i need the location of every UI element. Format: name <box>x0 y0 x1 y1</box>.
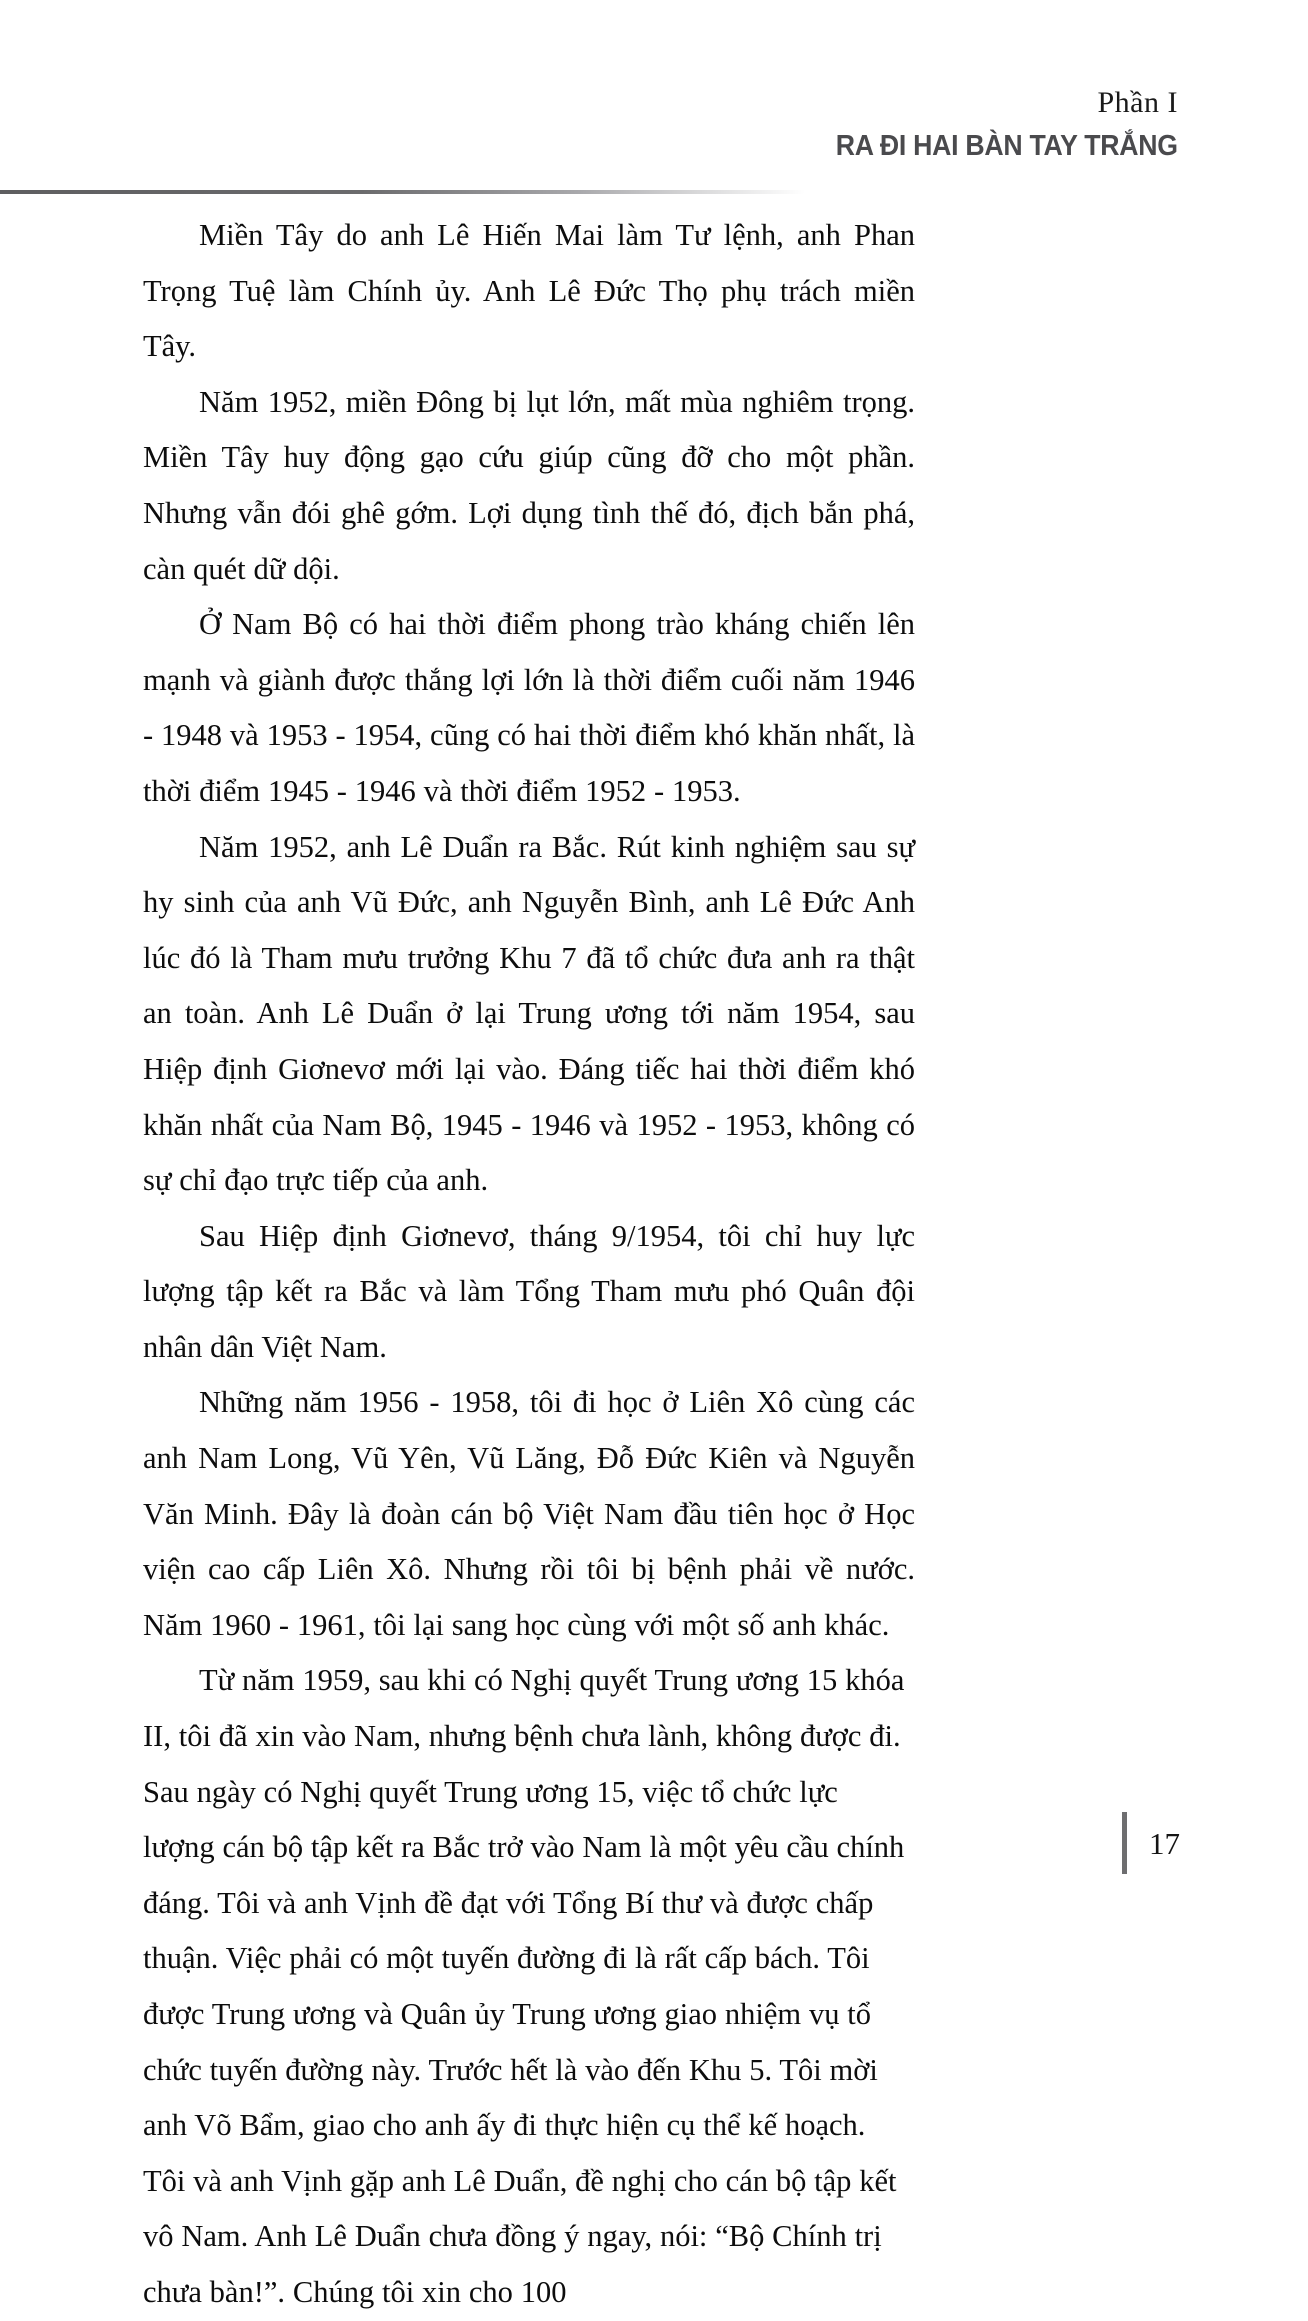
part-label: Phần I <box>1097 86 1178 119</box>
header-divider <box>0 190 805 194</box>
paragraph: Những năm 1956 - 1958, tôi đi học ở Liên Xô cùng các anh Nam Long, Vũ Yên, Vũ Lăng, Đỗ Đức Kiên và Nguyễn Văn Minh. Đây là đoàn cán bộ Việt Nam đầu tiên học ở Học viện cao cấp Liên Xô. Nhưng rồi tôi bị bệnh phải về nước. Năm 1960 - 1961, tôi lại sang học cùng với một số anh khác. <box>143 1385 915 1642</box>
section-title: RA ĐI HAI BÀN TAY TRẮNG <box>836 130 1178 162</box>
body-text-column <box>143 208 915 2321</box>
paragraph: Sau Hiệp định Giơnevơ, tháng 9/1954, tôi chỉ huy lực lượng tập kết ra Bắc và làm Tổng Tham mưu phó Quân đội nhân dân Việt Nam. <box>143 1218 915 1364</box>
paragraph: Từ năm 1959, sau khi có Nghị quyết Trung ương 15 khóa II, tôi đã xin vào Nam, nhưng bệnh chưa lành, không được đi. Sau ngày có Nghị quyết Trung ương 15, việc tổ chức lực lượng cán bộ tập kết ra Bắc trở vào Nam là một yêu cầu chính đáng. Tôi và anh Vịnh đề đạt với Tổng Bí thư và được chấp thuận. Việc phải có một tuyến đường đi là rất cấp bách. Tôi được Trung ương và Quân ủy Trung ương giao nhiệm vụ tổ chức tuyến đường này. Trước hết là vào đến Khu 5. Tôi mời anh Võ Bẩm, giao cho anh ấy đi thực hiện cụ thể kế hoạch. Tôi và anh Vịnh gặp anh Lê Duẩn, đề nghị cho cán bộ tập kết vô Nam. Anh Lê Duẩn chưa đồng ý ngay, nói: “Bộ Chính trị chưa bàn!”. Chúng tôi xin cho 100 <box>143 1663 905 2309</box>
folio-divider <box>1122 1812 1127 1874</box>
page-number: 17 <box>1149 1825 1180 1861</box>
paragraph: Năm 1952, anh Lê Duẩn ra Bắc. Rút kinh nghiệm sau sự hy sinh của anh Vũ Đức, anh Nguyễn Bình, anh Lê Đức Anh lúc đó là Tham mưu trưởng Khu 7 đã tổ chức đưa anh ra thật an toàn. Anh Lê Duẩn ở lại Trung ương tới năm 1954, sau Hiệp định Giơnevơ mới lại vào. Đáng tiếc hai thời điểm khó khăn nhất của Nam Bộ, 1945 - 1946 và 1952 - 1953, không có sự chỉ đạo trực tiếp của anh. <box>143 829 915 1198</box>
running-head <box>806 88 1178 161</box>
paragraph: Năm 1952, miền Đông bị lụt lớn, mất mùa nghiêm trọng. Miền Tây huy động gạo cứu giúp cũng đỡ cho một phần. Nhưng vẫn đói ghê gớm. Lợi dụng tình thế đó, địch bắn phá, càn quét dữ dội. <box>143 384 915 586</box>
paragraph: Miền Tây do anh Lê Hiến Mai làm Tư lệnh, anh Phan Trọng Tuệ làm Chính ủy. Anh Lê Đức Thọ phụ trách miền Tây. <box>143 218 915 364</box>
page-footer <box>1122 1806 1180 1880</box>
paragraph: Ở Nam Bộ có hai thời điểm phong trào kháng chiến lên mạnh và giành được thắng lợi lớn là thời điểm cuối năm 1946 - 1948 và 1953 - 1954, cũng có hai thời điểm khó khăn nhất, là thời điểm 1945 - 1946 và thời điểm 1952 - 1953. <box>143 607 915 808</box>
